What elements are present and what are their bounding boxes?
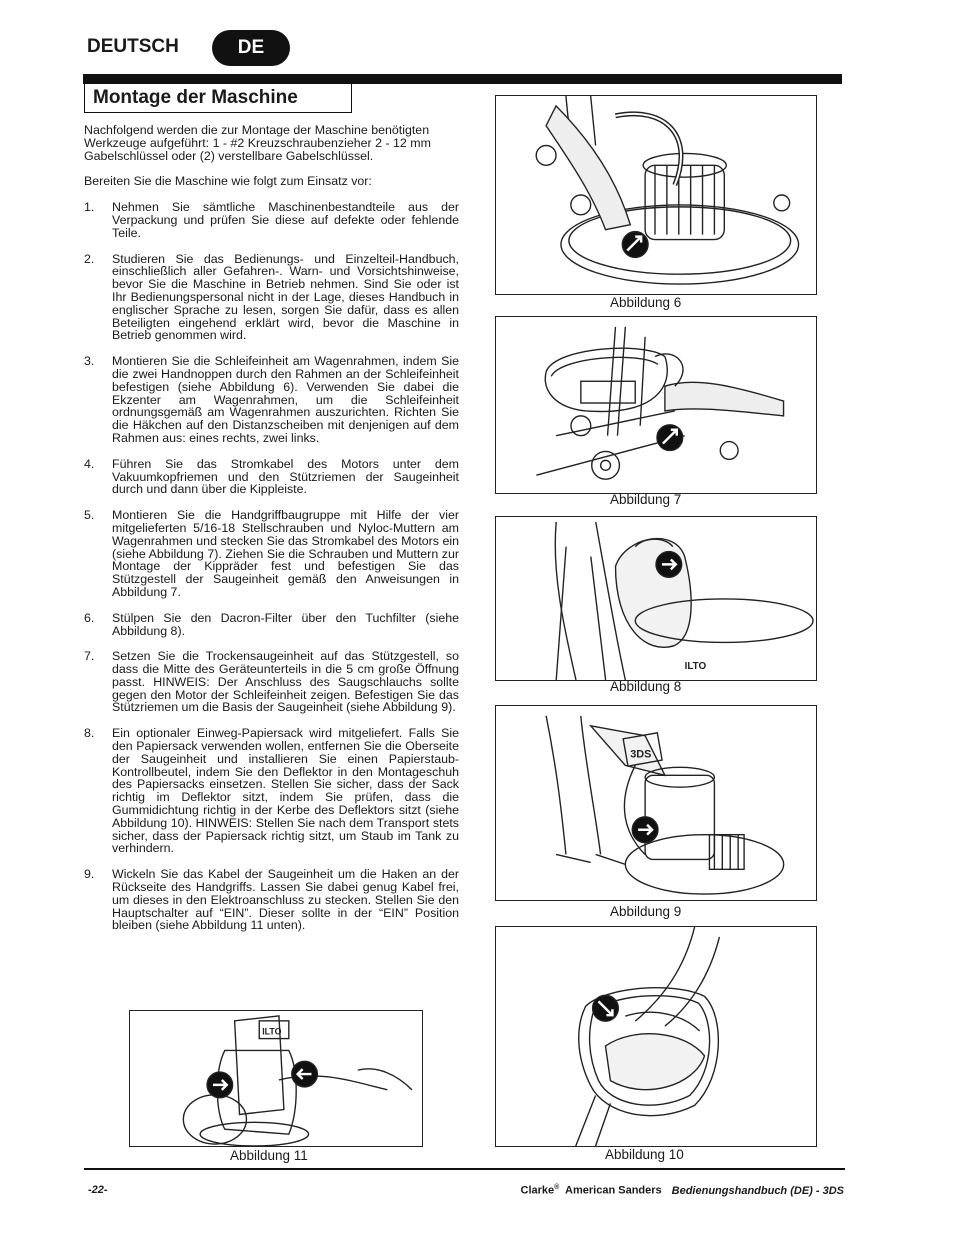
- figure-9-illustration: [495, 705, 817, 901]
- step-text: Studieren Sie das Bedienungs- und Einzelteil-Handbuch, einschließlich aller Gefahren-. Warn- und Vorsichtshinweise, bevor Sie die Maschine in Betrieb nehmen. Sind Sie oder ist Ihr Bedienungspersonal nicht in der Lage, dieses Handbuch in englischer Sprache zu lesen, sorgen Sie dafür, dass es allen Beteiligten eingehend erklärt wird, bevor die Maschine in Betrieb genommen wird.: [112, 251, 459, 343]
- step-number: 1.: [84, 200, 95, 215]
- footer-text: [521, 1184, 844, 1197]
- intro-tools: Nachfolgend werden die zur Montage der Maschine benötigten Werkzeuge aufgeführt: 1 - #2 Kreuzschraubenzieher 2 - 12 mm Gabelschlüssel oder (2) verstellbare Gabelschlüssel.: [84, 123, 431, 163]
- figure-11-illustration: [129, 1010, 423, 1147]
- footer-brand: Clarke: [520, 1184, 555, 1197]
- step-9: [84, 868, 459, 932]
- step-text: Ein optionaler Einweg-Papiersack wird mitgeliefert. Falls Sie den Papiersack verwenden wollen, entfernen Sie die Oberseite der Saugeinheit und installieren Sie einen Papierstaub-Kontrollbeutel, indem Sie den Deflektor in den Montageschuh des Papiersacks einsetzen. Stellen Sie sicher, dass der Sack richtig im Deflektor sitzt, indem Sie prüfen, dass die Gummidichtung richtig in der Kerbe des Deflektors sitzt (siehe Abbildung 10). HINWEIS: Stellen Sie nach dem Transport stets sicher, dass der Papiersack richtig sitzt, um Staub im Tank zu verhindern.: [112, 726, 459, 856]
- figure-10-illustration: [495, 926, 817, 1147]
- step-text: Nehmen Sie sämtliche Maschinenbestandteile aus der Verpackung und prüfen Sie diese auf defekte oder fehlende Teile.: [112, 200, 459, 240]
- step-text: Montieren Sie die Schleifeinheit am Wagenrahmen, indem Sie die zwei Handnoppen durch den Rahmen an der Schleifeinheit befestigen (siehe Abbildung 6). Verwenden Sie dabei die Ekzenter am Wagenrahmen, um die Schleifeinheit ordnungsgemäß am Wagenrahmen auszurichten. Richten Sie die Häkchen auf den Distanzscheiben mit denjenigen auf dem Rahmen aus: eines rechts, zwei links.: [112, 354, 459, 445]
- figure-11-caption: Abbildung 11: [230, 1148, 308, 1163]
- figure-7-caption: Abbildung 7: [610, 492, 682, 507]
- figure-9-caption: Abbildung 9: [610, 904, 682, 919]
- figure-9-model-text: 3DS: [630, 748, 652, 761]
- instructions-column: [84, 124, 459, 945]
- step-1: [84, 201, 459, 239]
- step-text: Setzen Sie die Trockensaugeinheit auf das Stützgestell, so dass die Mitte des Geräteunterteils in die 5 cm große Öffnung passt. HINWEIS: Der Anschluss des Saugschlauchs sollte gegen den Motor der Schleifeinheit zeigen. Befestigen Sie das Stützriemen um die Basis der Saugeinheit (siehe Abbildung 9).: [112, 649, 459, 715]
- step-number: 8.: [84, 726, 95, 741]
- figure-8-caption: Abbildung 8: [610, 679, 682, 694]
- step-5: [84, 509, 459, 599]
- figure-6-caption: Abbildung 6: [610, 295, 682, 310]
- intro-prepare: Bereiten Sie die Maschine wie folgt zum Einsatz vor:: [84, 174, 372, 189]
- footer-company: American Sanders: [565, 1184, 662, 1197]
- step-text: Stülpen Sie den Dacron-Filter über den Tuchfilter (siehe Abbildung 8).: [112, 610, 459, 638]
- step-4: [84, 458, 459, 496]
- step-6: [84, 612, 459, 638]
- figure-10-caption: Abbildung 10: [605, 1147, 684, 1162]
- figure-11-logo-text: ILTO: [262, 1026, 282, 1037]
- step-text: Führen Sie das Stromkabel des Motors unter dem Vakuumkopfriemen und den Stützriemen der Saugeinheit durch und dann über die Kippleiste.: [112, 456, 459, 497]
- language-badge: DE: [212, 30, 290, 66]
- header-rule: [83, 74, 842, 84]
- page-number: -22-: [88, 1184, 108, 1196]
- section-title-box: [84, 84, 352, 113]
- step-number: 2.: [84, 251, 95, 266]
- step-2: [84, 253, 459, 343]
- figure-8-logo-text: ILTO: [684, 661, 707, 673]
- step-text: Wickeln Sie das Kabel der Saugeinheit um die Haken an der Rückseite des Handgriffs. Lassen Sie dabei genug Kabel frei, um dieses in den Elektroanschluss zu stecken. Stellen Sie den Hauptschalter auf “EIN”. Dieser sollte in der “EIN” Position bleiben (siehe Abbildung 11 unten).: [112, 867, 459, 933]
- step-number: 6.: [84, 610, 95, 625]
- section-title: Montage der Maschine: [93, 87, 298, 108]
- figure-7-illustration: [495, 316, 817, 494]
- step-3: [84, 355, 459, 445]
- footer-manual: Bedienungshandbuch (DE) - 3DS: [671, 1184, 844, 1197]
- step-text: Montieren Sie die Handgriffbaugruppe mit Hilfe der vier mitgelieferten 5/16-18 Stellschrauben und Nyloc-Muttern am Wagenrahmen und stecken Sie das Stromkabel des Motors ein (siehe Abbildung 7). Ziehen Sie die Schrauben und Muttern zur Montage der Kippräder fest und befestigen Sie das Stützgestell der Saugeinheit gemäß den Anweisungen in Abbildung 7.: [112, 508, 459, 599]
- step-number: 4.: [84, 456, 95, 471]
- step-7: [84, 650, 459, 714]
- step-number: 9.: [84, 867, 95, 882]
- step-number: 7.: [84, 649, 95, 664]
- figure-8-illustration: [495, 516, 817, 681]
- footer-rule: [84, 1168, 845, 1170]
- step-8: [84, 727, 459, 855]
- step-number: 5.: [84, 508, 95, 523]
- footer-registered-mark: ®: [554, 1184, 560, 1191]
- step-number: 3.: [84, 354, 95, 369]
- figure-6-illustration: [495, 95, 817, 295]
- language-title: DEUTSCH: [87, 36, 179, 57]
